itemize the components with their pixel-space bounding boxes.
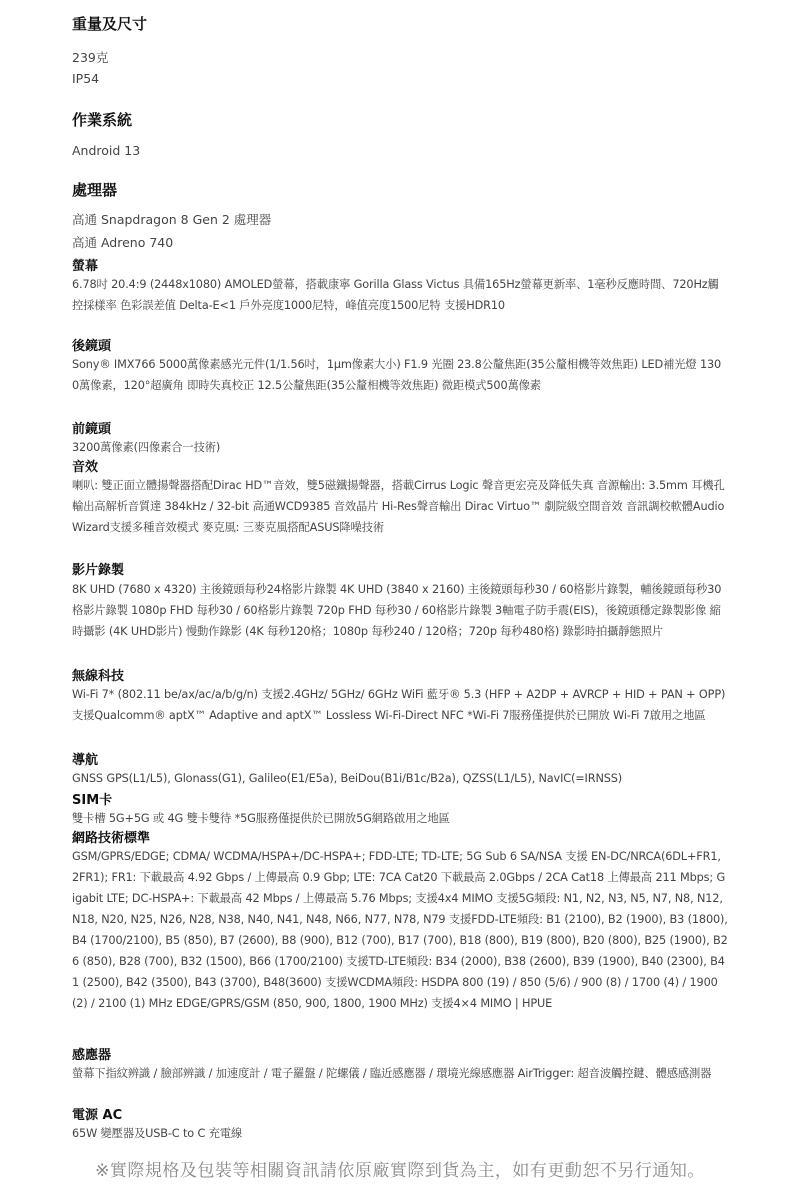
section-title-processor: 處理器 xyxy=(72,181,118,199)
spec-title-audio: 音效 xyxy=(72,460,99,475)
spec-body-front-camera: 3200萬像素(四像素合一技術) xyxy=(72,441,221,454)
os-value: Android 13 xyxy=(72,143,141,158)
spec-title-navigation: 導航 xyxy=(72,753,99,768)
spec-title-power: 電源 AC xyxy=(72,1108,123,1123)
spec-body-rear-camera: Sony® IMX766 5000萬像素感光元件(1/1.56吋，1μm像素大小) F1.9 光圈 23.8公釐焦距(35公釐相機等效焦距) LED補光燈 1300萬像素，120°超廣角 即時失真校正 12.5公釐焦距(35公釐相機等效焦距) 微距模式500萬像素 xyxy=(72,358,722,392)
spec-title-video: 影片錄製 xyxy=(72,563,125,578)
section-title-weight: 重量及尺寸 xyxy=(72,15,148,33)
spec-body-wireless: Wi-Fi 7* (802.11 be/ax/ac/a/b/g/n) 支援2.4GHz/ 5GHz/ 6GHz WiFi 藍牙® 5.3 (HFP + A2DP + AVRCP + HID + PAN + OPP) 支援Qualcomm® aptX™ Adaptive and aptX™ Lossless Wi-Fi-Direct NFC *Wi-Fi 7服務僅提供於已開放 Wi-Fi 7啟用之地區 xyxy=(72,688,726,722)
spec-title-network: 網路技術標準 xyxy=(72,831,151,846)
section-title-os: 作業系統 xyxy=(72,111,133,129)
spec-title-sensors: 感應器 xyxy=(72,1048,112,1063)
spec-body-audio: 喇叭: 雙正面立體揚聲器搭配Dirac HD™音效，雙5磁鐵揚聲器，搭載Cirrus Logic 聲音更宏亮及降低失真 音源輸出: 3.5mm 耳機孔輸出高解析音質達 384kHz / 32-bit 高通WCD9385 音效晶片 Hi-Res聲音輸出 Dirac Virtuo™ 劇院級空間音效 音訊調校軟體AudioWizard支援多種音效模式 麥克風: 三麥克風搭配ASUS降噪技術 xyxy=(72,479,725,534)
spec-body-power: 65W 變壓器及USB-C to C 充電線 xyxy=(72,1127,243,1140)
spec-body-video: 8K UHD (7680 x 4320) 主後鏡頭每秒24格影片錄製 4K UHD (3840 x 2160) 主後鏡頭每秒30 / 60格影片錄製，輔後鏡頭每秒30格影片錄製 1080p FHD 每秒30 / 60格影片錄製 720p FHD 每秒30 / 60格影片錄製 3軸電子防手震(EIS)，後鏡頭穩定錄製影像 縮時攝影 (4K UHD影片) 慢動作錄影 (4K 每秒120格；1080p 每秒240 / 120格；720p 每秒480格) 錄影時拍攝靜態照片 xyxy=(72,583,722,638)
spec-title-rear-camera: 後鏡頭 xyxy=(72,339,112,354)
weight-value: 239克 xyxy=(72,50,109,65)
spec-body-sensors: 螢幕下指紋辨識 / 臉部辨識 / 加速度計 / 電子羅盤 / 陀螺儀 / 臨近感應器 / 環境光線感應器 AirTrigger: 超音波觸控鍵、體感感測器 xyxy=(72,1067,712,1080)
gpu-value: 高通 Adreno 740 xyxy=(72,235,174,250)
spec-body-network: GSM/GPRS/EDGE; CDMA/ WCDMA/HSPA+/DC-HSPA+; FDD-LTE; TD-LTE; 5G Sub 6 SA/NSA 支援 EN-DC/NRCA(6DL+FR1, 2FR1); FR1: 下載最高 4.92 Gbps / 上傳最高 0.9 Gbp; LTE: 7CA Cat20 下載最高 2.0Gbps / 2CA Cat18 上傳最高 211 Mbps; Gigabit LTE; DC-HSPA+: 下載最高 42 Mbps / 上傳最高 5.76 Mbps; 支援4x4 MIMO 支援5G頻段: N1, N2, N3, N5, N7, N8, N12, N18, N20, N25, N26, N28, N38, N40, N41, N48, N66, N77, N78, N79 支援FDD-LTE頻段: B1 (2100), B2 (1900), B3 (1800), B4 (1700/2100), B5 (850), B7 (2600), B8 (900), B12 (700), B17 (700), B18 (800), B19 (800), B20 (800), B25 (1900), B26 (850), B28 (700), B32 (1500), B66 (1700/2100) 支援TD-LTE頻段: B34 (2000), B38 (2600), B39 (1900), B40 (2300), B41 (2500), B42 (3500), B43 (3700), B48(3600) 支援WCDMA頻段: HSDPA 800 (19) / 850 (5/6) / 900 (8) / 1700 (4) / 1900 (2) / 2100 (1) MHz EDGE/GPRS/GSM (850, 900, 1800, 1900 MHz) 支援4×4 MIMO | HPUE xyxy=(72,850,728,1010)
spec-title-wireless: 無線科技 xyxy=(72,669,125,684)
disclaimer-footnote: ※實際規格及包裝等相關資訊請依原廠實際到貨為主，如有更動恕不另行通知。 xyxy=(95,1161,705,1181)
spec-body-navigation: GNSS GPS(L1/L5), Glonass(G1), Galileo(E1/E5a), BeiDou(B1i/B1c/B2a), QZSS(L1/L5), NavIC(=IRNSS) xyxy=(72,772,623,785)
cpu-value: 高通 Snapdragon 8 Gen 2 處理器 xyxy=(72,212,272,227)
ip-rating-value: IP54 xyxy=(72,71,100,86)
spec-title-display: 螢幕 xyxy=(72,259,99,274)
spec-body-sim: 雙卡槽 5G+5G 或 4G 雙卡雙待 *5G服務僅提供於已開放5G網路啟用之地區 xyxy=(72,812,450,825)
spec-title-front-camera: 前鏡頭 xyxy=(72,422,112,437)
spec-body-display: 6.78吋 20.4:9 (2448x1080) AMOLED螢幕，搭載康寧 Gorilla Glass Victus 具備165Hz螢幕更新率、1毫秒反應時間、720Hz觸控採樣率 色彩誤差值 Delta-E<1 戶外亮度1000尼特，峰值亮度1500尼特 支援HDR10 xyxy=(72,278,719,312)
spec-title-sim: SIM卡 xyxy=(72,793,113,808)
